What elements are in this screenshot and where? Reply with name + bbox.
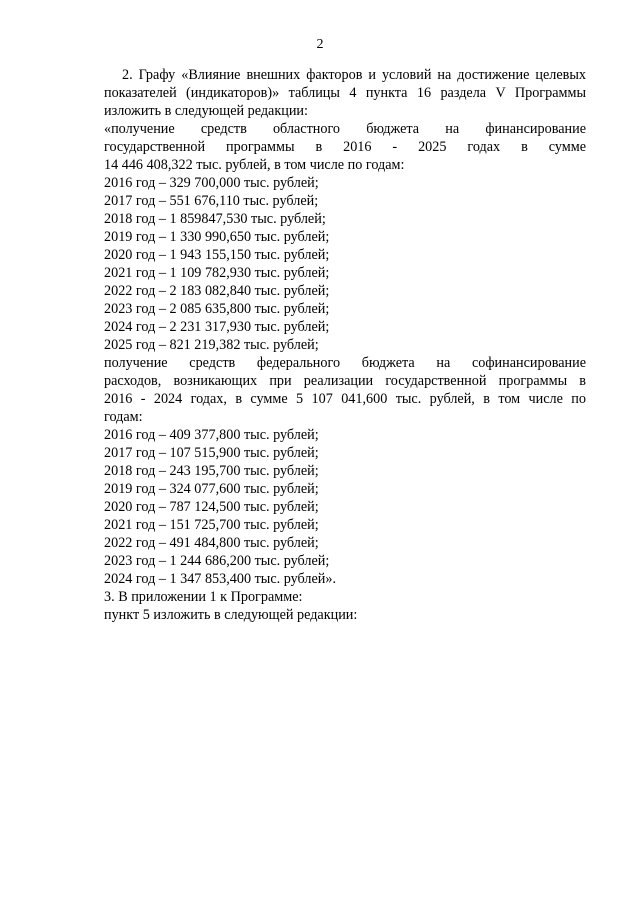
regional-years-list: [104, 174, 586, 354]
federal-line-3: 2016 - 2024 годах, в сумме 5 107 041,600 тыс. рублей, в том числе по: [104, 391, 586, 407]
regional-year-item: 2020 год – 1 943 155,150 тыс. рублей;: [104, 247, 330, 263]
regional-line-3: 14 446 408,322 тыс. рублей, в том числе по годам:: [104, 157, 405, 173]
regional-year-item: 2023 год – 2 085 635,800 тыс. рублей;: [104, 301, 330, 317]
regional-line-1: «получение средств областного бюджета на финансирование: [104, 121, 586, 137]
regional-year-item: 2017 год – 551 676,110 тыс. рублей;: [104, 193, 319, 209]
regional-budget-paragraph: [104, 120, 586, 174]
document-body: [104, 66, 586, 624]
regional-year-item: 2024 год – 2 231 317,930 тыс. рублей;: [104, 319, 330, 335]
regional-year-item: 2021 год – 1 109 782,930 тыс. рублей;: [104, 265, 330, 281]
federal-line-2: расходов, возникающих при реализации государственной программы в: [104, 373, 586, 389]
item-3-line-2: пункт 5 изложить в следующей редакции:: [104, 607, 358, 623]
federal-year-item: 2018 год – 243 195,700 тыс. рублей;: [104, 463, 319, 479]
federal-year-item: 2024 год – 1 347 853,400 тыс. рублей».: [104, 571, 337, 587]
item-2-line-2: показателей (индикаторов)» таблицы 4 пункта 16 раздела V Программы: [104, 85, 586, 101]
regional-year-item: 2018 год – 1 859847,530 тыс. рублей;: [104, 211, 326, 227]
regional-year-item: 2019 год – 1 330 990,650 тыс. рублей;: [104, 229, 330, 245]
regional-line-2: государственной программы в 2016 - 2025 годах в сумме: [104, 139, 586, 155]
item-2-line-3: изложить в следующей редакции:: [104, 103, 308, 119]
regional-year-item: 2016 год – 329 700,000 тыс. рублей;: [104, 175, 319, 191]
regional-year-item: 2022 год – 2 183 082,840 тыс. рублей;: [104, 283, 330, 299]
federal-years-list: [104, 426, 586, 588]
item-2-line-1: 2. Графу «Влияние внешних факторов и условий на достижение целевых: [122, 67, 586, 83]
federal-year-item: 2019 год – 324 077,600 тыс. рублей;: [104, 481, 319, 497]
item-3-line-1: 3. В приложении 1 к Программе:: [104, 589, 303, 605]
regional-year-item: 2025 год – 821 219,382 тыс. рублей;: [104, 337, 319, 353]
federal-year-item: 2020 год – 787 124,500 тыс. рублей;: [104, 499, 319, 515]
federal-budget-paragraph: [104, 354, 586, 426]
item-2-paragraph: [104, 66, 586, 120]
federal-year-item: 2022 год – 491 484,800 тыс. рублей;: [104, 535, 319, 551]
page-number: 2: [316, 37, 324, 52]
federal-line-4: годам:: [104, 409, 143, 425]
item-3-paragraph: [104, 588, 586, 624]
federal-year-item: 2017 год – 107 515,900 тыс. рублей;: [104, 445, 319, 461]
federal-line-1: получение средств федерального бюджета на софинансирование: [104, 355, 586, 371]
federal-year-item: 2016 год – 409 377,800 тыс. рублей;: [104, 427, 319, 443]
federal-year-item: 2021 год – 151 725,700 тыс. рублей;: [104, 517, 319, 533]
federal-year-item: 2023 год – 1 244 686,200 тыс. рублей;: [104, 553, 330, 569]
